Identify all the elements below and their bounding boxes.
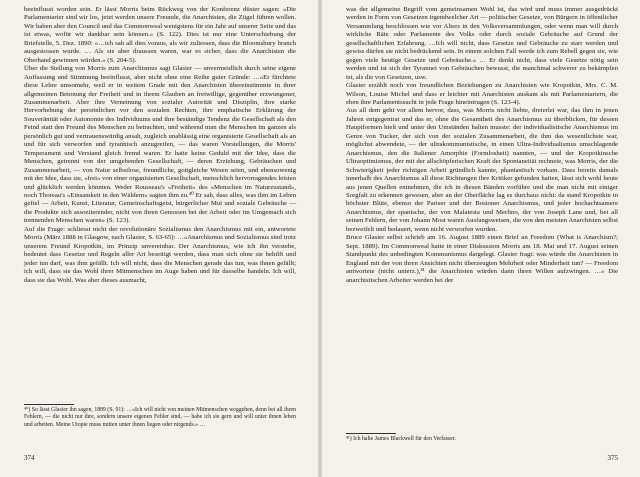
footnote-rule — [24, 404, 74, 405]
left-page-number: 374 — [24, 454, 35, 462]
left-paragraph: Über die Stellung von Morris zum Anarchismus sagt Glasier — unvermeidlich durch seine eigene Auffassung und Stimmung beeinflusst, aber nicht ohne eine Reihe guter Gründe: …«Er fürchtete diese Lehre umsomehr, weil er in weitem Grade mit den Anarchisten übereinstimmte in ihrer allgemeinen Betonung der Freiheit und in ihrem Glauben an freiwillige, gegenüber erzwungener, Zusammenarbeit. Aber ihre Verneinung von sozialer Autorität und Disziplin, ihre starke Hervorhebung der persönlichen vor den sozialen Rechten, ihre emphatische Erklärung der Souveränität oder Autonomie des Individuums und ihre beständige Tendenz die Gesellschaft als den Feind statt den Freund des Menschen zu betrachten, und während man die Menschen im ganzen als persönlich gut und vertrauenswürdig ansah, zugleich unablässig eine organisierte Gesellschaft als an und für sich verworfen und tyrannisch anzugreifen, — das waren Vorstellungen, die Morris' Temperament und Verstand gleich fremd waren. Er hatte keine Geduld mit der Idee, dass die Menschen, getrennt von der umgebenden Gesellschaft, — deren Erziehung, Gebräuchen und Zusammenarbeit, — von Natur selbstlose, freundliche, gottgleiche Wesen seien, und ebensowenig mit der Idee, dass sie, «frei» von einer organisierten Gesellschaft, menschlich hervorragendes leisten und glücklich werden könnten. Weder Rousseau's «Freiheit» des «Menschen im Naturzustand», noch Thoreau's «Einsamkeit in den Wäldern» sagten ihm zu.⁴⁰ Er sah, dass alles, was ihm im Leben gefiel — Arbeit, Kunst, Literatur, Gemeinschaftsgeist, bürgerlicher Mut und soziale Gebräuche — die Produkte sich assoziierender, nicht von ihren Genossen bei der Arbeit oder im Umgemach sich trennenden Menschen waren» (S. 123). — [24, 65, 296, 225]
right-page — [322, 0, 640, 477]
right-footnote: ⁴¹) Ich halte James Blackwell für den Verfasser. — [346, 436, 456, 442]
left-paragraph: Auf die Frage: schliesst nicht der revolutionäre Sozialismus den Anarchismus mit ein, antwortete Morris (März 1888 in Glasgow, nach Glasier, S. 63-65): …«Anarchismus und Sozialismus sind trotz unserem Freund Kropotkin, im Prinzip unvereinbar. Der Anarchismus, wie ich ihn verstehe, bedeutet dass Gesetze und Regeln aller Art beseitigt werden, dass man sich ohne sie behilft und jeder tun darf, was ihm gefällt. Ich will nicht, dass die Menschen gerade das tun, was ihnen gefällt; ich will, dass sie das Wohl ihrer Mitmenschen im Auge haben und für dasselbe handeln. Ich will, dass sie das Wohl. Was aber dieses ausmacht, — [24, 225, 296, 284]
right-paragraph: was der allgemeine Begriff vom gemeinsamen Wohl ist, das wird und muss immer ausgedrückt werden in Form von Gesetzen irgendwelcher Art — politischer Gesetze, von Bürgern in öffentlicher Versammlung beschlossen wie vor Alters in den Volksversammlungen, oder wenn man will durch wirkliche Räte oder Parlamente des Volks oder durch soziale Gebräuche auf Grund der gesellschaftlichen Erfahrung. …Ich will nicht, dass Gesetze und Gebräuche zu starr werden und gewiss dürfen sie nicht bedrückend sein. In einem solchen Fall werde ich zum Rebell gegen sie, wie gegen viele heutige Gesetze und Gebräuche.» … Er denkt nicht, dass viele Gesetze nötig sein werden und ist sich der Tyrannei von Gebräuchen bewusst, die manchmal schwerer zu bekämpfen ist, als die von Gesetzen, usw. — [346, 6, 618, 81]
right-paragraph: Aus all dem geht vor allem hervor, dass, was Morris nicht liebte, dreierlei war, das ihm in jenen Jahren entgegentrat und das er, ohne die Gesamtheit des Anarchismus zu überblicken, für dessen Hauptformen hielt und unter den Umständen halten musste: der individualistische Anarchismus im Genre von Tucker, der sich von der sozialen Zusammenarbeit, die ihm das wesentlichste war, möglichst abwendete, — der ultrakommunistische, in einen Ultra-Individualismus umschlagende Anarchismus, den die Italiener Amorphie (Formlosheit) nannten, — und der Kropotkinsche Ultraoptimismus, der mit der allschöpferischen Kraft der Spontaneität rechnete, was Morris, der die Schwierigkeit jeder richtigen Arbeit gründlich kannte, phantastisch vorkam. Dass bereits damals innerhalb des Anarchismus all diese Richtungen ihre Kritiker gefunden hatten, lässt sich wohl heute aus jenen Quellen entnehmen, die ich in diesen Bänden vorführe und die man nicht mit einiger Sorgfalt zu erkennen gewesen, aber an der Oberfläche lag es durchaus nicht: da stand Kropotkin in höchster Blüte, ebenso der Pariser und der Bostoner Anarchismus, und jeder hochachtsamere Anarchismus, der spanische, der von Malatesta und Merlino, der von Joseph Lane und, bei all seinen Fehlern, der von Johann Most waren Ausfangsweisen, die von den meisten Anarchisten selbst bezweifelt und bedauert, wenn nicht verworfen wurden. — [346, 107, 619, 233]
right-page-number: 375 — [607, 454, 618, 462]
right-body-text — [346, 6, 618, 285]
left-footnote: ⁴⁰) So lässt Glasier ihn sagen, 1889 (S. 91): …«Ich will nicht von meinen Mitmenschen weggehen, denn bei all ihren Fehlern, — die nicht nur ihre, sondern unsere eigenen Fehler sind, — habe ich sie gern und will unter ihnen leben und arbeiten. Meine Utopie muss mitten unter ihnen liegen oder nirgends.» … — [24, 407, 296, 428]
footnote-rule — [346, 433, 396, 434]
left-page — [0, 0, 318, 477]
right-paragraph: Bruce Glasier selbst schrieb am 16. August 1889 einen Brief an Freedom (What is Anarchism?; Sept. 1889). Im Commonweal hatte in einer Diskussion Morris am 18. Mai und 17. August seinen Standpunkt des unbedingten Kommunismus dargelegt. Glasier fragt: was würde die Anarchisten in England mit der von ihren Ansichten nicht überzeugten Mehrheit oder Minderheit tun? — Freedom antwortete (nicht unterz.),⁴¹ die Anarchisten würden dann ihren Willen aufzwingen. …» Die anarchistischen Arbeiter werden bei der — [346, 234, 618, 284]
left-paragraph: beeinflusst worden sein. Er lässt Morris beim Rückweg von der Konferenz düster sagen: «Die Parlamentarier sind wir los, jetzt werden unsere Freunde, die Anarchisten, die Zügel führen wollen. Wir haben aber den Council und das Commonweal wenigstens für ein Jahr auf unserer Seite und das ist etwas, wofür wir dankbar sein können.» (S. 122). Dies ist nur eine Unterschiebung der Briefstelle, 5. Dez. 1890: «…ich sah all dies voraus, als wir zuliessen, dass die Bloomsbury branch ausgestossen wurde. … Als sie aber draussen waren, war es sicher, dass die Anarchisten die Oberhand gewinnen würden.» (S. 204-5). — [24, 6, 296, 64]
left-body-text — [24, 6, 296, 285]
right-paragraph: Glasier erzählt noch von freundlichen Beziehungen zu Anarchisten wie Kropotkin, Mrs. C. M. Wilson, Louise Michel und dass er leichter mit Anarchisten auskam als mit Parlamentariern, die eben ihre Parlamentssucht in jede Frage hineintrugen (S. 123-4). — [346, 82, 618, 106]
